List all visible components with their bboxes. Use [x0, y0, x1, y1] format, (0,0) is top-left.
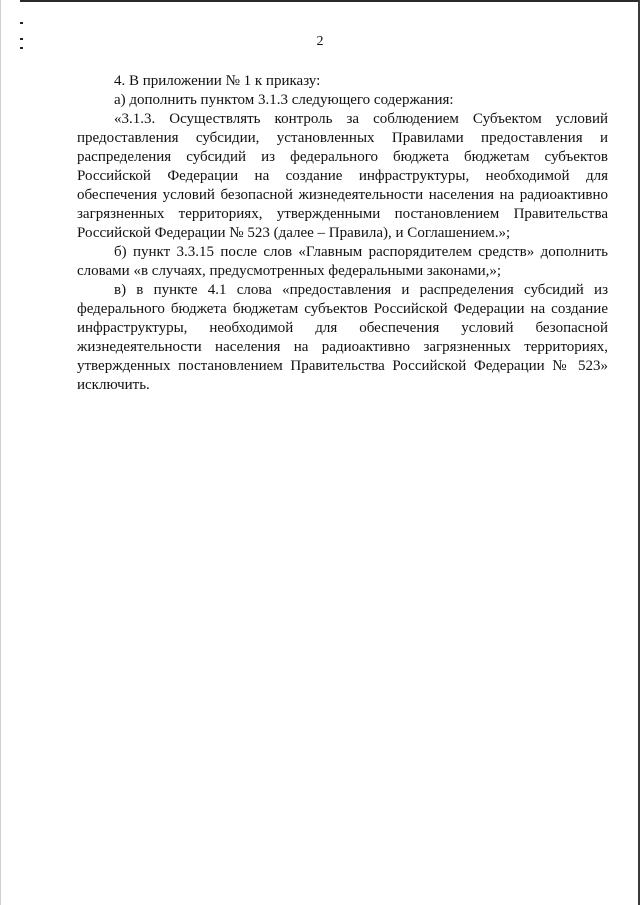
binding-hole-mark [20, 22, 23, 24]
paragraph-subitem-b: б) пункт 3.3.15 после слов «Главным распорядителем средств» дополнить словами «в случаях, предусмотренных федеральными законами,»; [77, 244, 608, 279]
paragraph-quoted-3-1-3: «3.1.3. Осуществлять контроль за соблюдением Субъектом условий предоставления субсидии, установленных Правилами предоставления и распределения субсидий из федерального бюджета бюджетам субъектов Российской Федерации на создание инфраструктуры, необходимой для обеспечения условий безопасной жизнедеятельности населения на радиоактивно загрязненных территориях, утвержденными постановлением Правительства Российской Федерации № 523 (далее – Правила), и Соглашением.»; [77, 111, 608, 241]
scan-edge-top [20, 0, 640, 2]
paragraph-subitem-a: а) дополнить пунктом 3.1.3 следующего содержания: [114, 92, 454, 108]
scan-edge-left [0, 0, 1, 905]
paragraph-subitem-v: в) в пункте 4.1 слова «предоставления и распределения субсидий из федерального бюджета бюджетам субъектов Российской Федерации на создание инфраструктуры, необходимой для обеспечения условий безопасной жизнедеятельности населения на радиоактивно загрязненных территориях, утвержденных постановлением Правительства Российской Федерации № 523» исключить. [77, 282, 608, 393]
page-number: 2 [316, 34, 324, 49]
paragraph-item-4: 4. В приложении № 1 к приказу: [114, 73, 321, 89]
document-body [77, 72, 608, 395]
